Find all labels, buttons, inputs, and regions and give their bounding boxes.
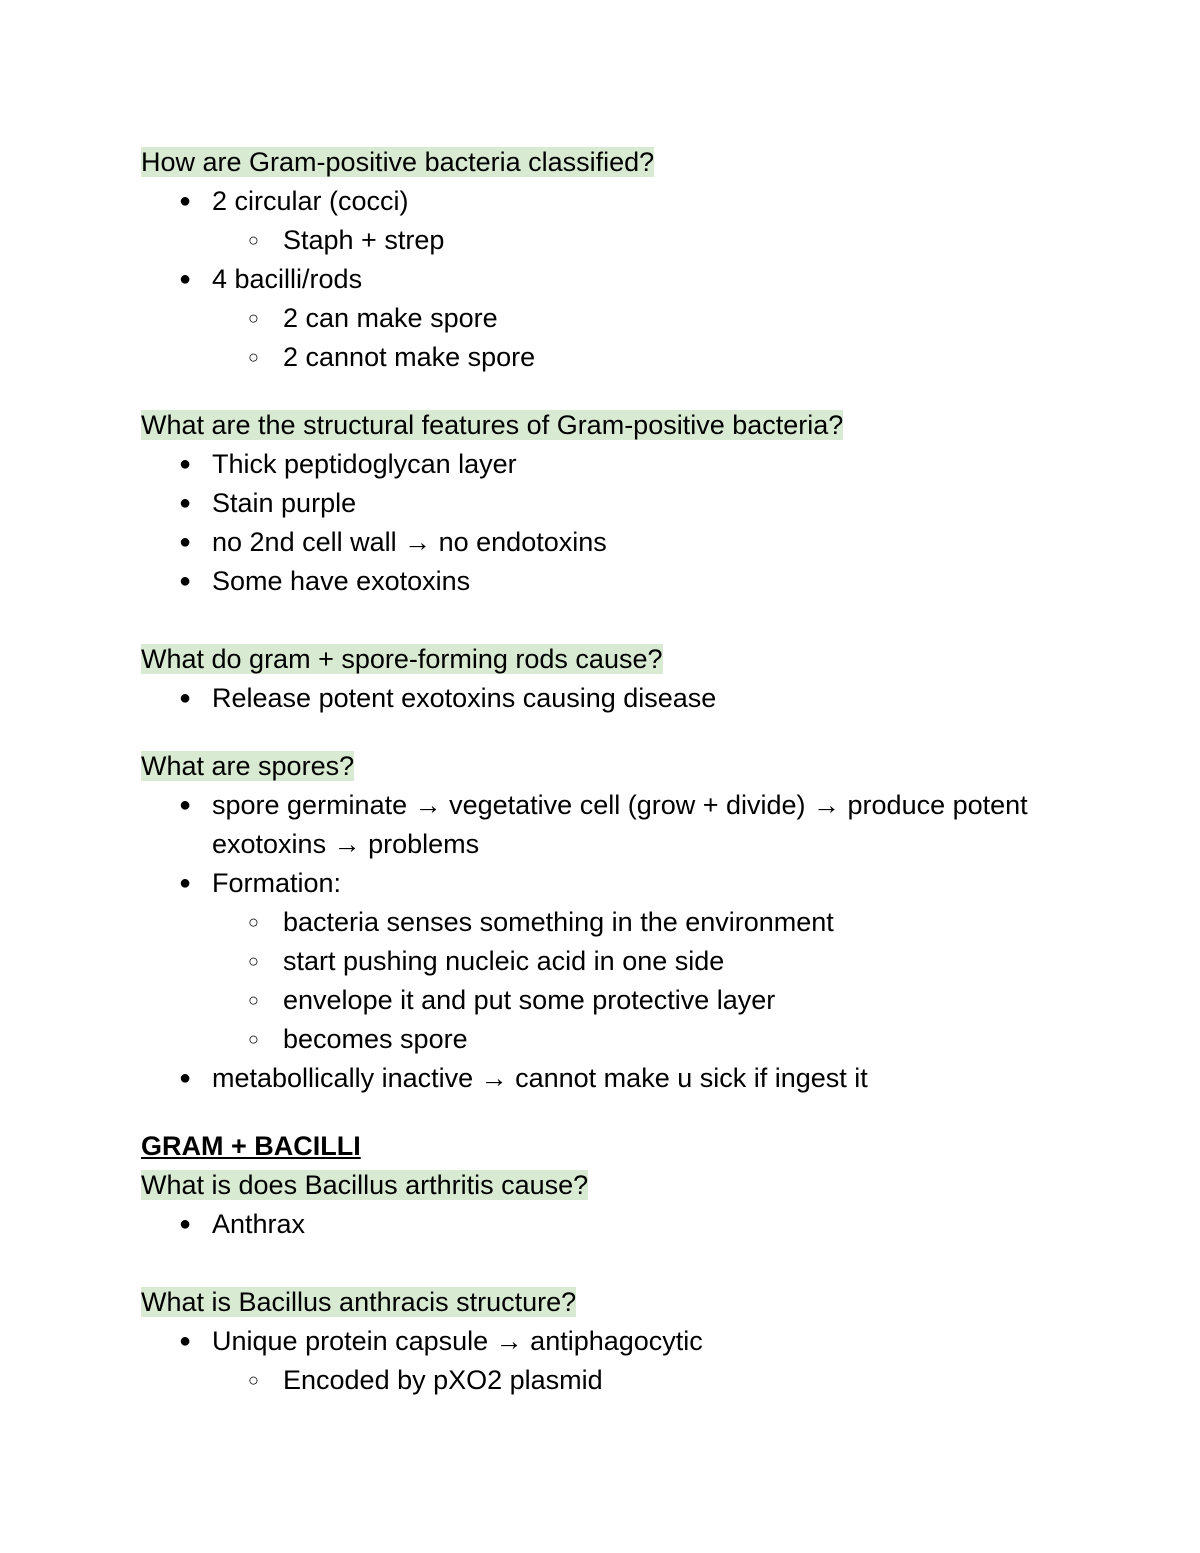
sub-bullet-icon: ○ (248, 912, 259, 932)
sub-list-item: ○ 2 cannot make spore (141, 338, 1061, 377)
sub-bullet-icon: ○ (248, 951, 259, 971)
list-item: ● Anthrax (141, 1205, 1061, 1244)
sub-list-item: ○ Staph + strep (141, 221, 1061, 260)
sub-list-item: ○ becomes spore (141, 1020, 1061, 1059)
sub-list-item: ○ bacteria senses something in the environment (141, 903, 1061, 942)
sub-list-item: ○ envelope it and put some protective layer (141, 981, 1061, 1020)
list-item: ● 2 circular (cocci) (141, 182, 1061, 221)
list-item: ● Thick peptidoglycan layer (141, 445, 1061, 484)
list-item: ● Unique protein capsule → antiphagocytic (141, 1322, 1061, 1361)
list-item: ● no 2nd cell wall → no endotoxins (141, 523, 1061, 562)
sub-list-item: ○ 2 can make spore (141, 299, 1061, 338)
bullet-icon: ● (179, 190, 192, 212)
bullet-icon: ● (179, 531, 192, 553)
bullet-icon: ● (179, 1213, 192, 1235)
sub-bullet-icon: ○ (248, 308, 259, 328)
sub-bullet-icon: ○ (248, 990, 259, 1010)
list-item: ● spore germinate → vegetative cell (grow + divide) → produce potent exotoxins → problems (141, 786, 1032, 864)
question-heading: What is Bacillus anthracis structure? (141, 1287, 577, 1317)
question-heading: What do gram + spore-forming rods cause? (141, 644, 663, 674)
question-heading: What is does Bacillus arthritis cause? (141, 1170, 589, 1200)
bullet-icon: ● (179, 268, 192, 290)
list-item: ● metabollically inactive → cannot make u sick if ingest it (141, 1059, 1061, 1098)
list-item: ● Stain purple (141, 484, 1061, 523)
bullet-icon: ● (179, 492, 192, 514)
list-item: ● 4 bacilli/rods (141, 260, 1061, 299)
bullet-icon: ● (179, 1067, 192, 1089)
sub-list-item: ○ start pushing nucleic acid in one side (141, 942, 1061, 981)
question-heading: What are spores? (141, 751, 355, 781)
list-item: ● Release potent exotoxins causing disease (141, 679, 1061, 718)
section-heading: GRAM + BACILLI (141, 1131, 361, 1161)
bullet-icon: ● (179, 687, 192, 709)
bullet-icon: ● (179, 570, 192, 592)
sub-bullet-icon: ○ (248, 1029, 259, 1049)
question-heading: How are Gram-positive bacteria classified? (141, 147, 655, 177)
bullet-icon: ● (179, 794, 192, 816)
sub-list-item: ○ Encoded by pXO2 plasmid (141, 1361, 1061, 1400)
bullet-icon: ● (179, 1330, 192, 1352)
sub-bullet-icon: ○ (248, 1370, 259, 1390)
bullet-icon: ● (179, 453, 192, 475)
sub-bullet-icon: ○ (248, 347, 259, 367)
document-page (141, 143, 1061, 1400)
list-item: ● Formation: (141, 864, 1061, 903)
question-heading: What are the structural features of Gram-positive bacteria? (141, 410, 844, 440)
sub-bullet-icon: ○ (248, 230, 259, 250)
list-item: ● Some have exotoxins (141, 562, 1061, 601)
bullet-icon: ● (179, 872, 192, 894)
